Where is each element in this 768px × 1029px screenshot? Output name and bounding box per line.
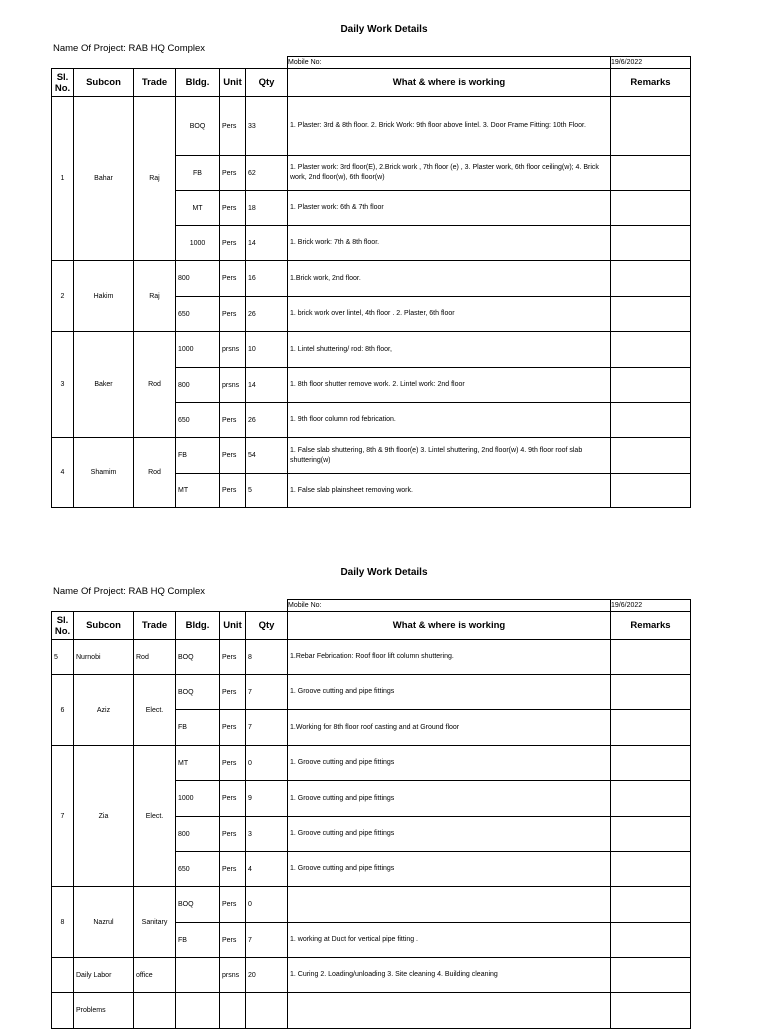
header-row [52,69,691,97]
qty-cell: 18 [246,191,288,226]
unit-cell: prsns [220,958,246,993]
unit-cell: Pers [220,887,246,923]
unit-cell: Pers [220,817,246,852]
remarks-cell [611,887,691,923]
header-unit: Unit [220,612,246,640]
subcon-cell: Bahar [74,97,134,261]
qty-cell: 4 [246,852,288,887]
work-cell [288,887,611,923]
header-sl: Sl. No. [52,69,74,97]
work-cell: 1. Brick work: 7th & 8th floor. [288,226,611,261]
table-row [52,746,691,781]
mobile-label: Mobile No: [288,600,611,612]
header-work: What & where is working [288,69,611,97]
unit-cell: Pers [220,261,246,297]
table-row [52,887,691,923]
sl-cell [52,958,74,993]
unit-cell: Pers [220,297,246,332]
unit-cell: Pers [220,438,246,474]
qty-cell: 54 [246,438,288,474]
qty-cell: 8 [246,640,288,675]
unit-cell: Pers [220,923,246,958]
bldg-cell: MT [176,746,220,781]
remarks-cell [611,852,691,887]
unit-cell [220,993,246,1029]
mobile-label: Mobile No: [288,57,611,69]
work-cell: 1. False slab shuttering, 8th & 9th floor(e) 3. Lintel shuttering, 2nd floor(w) 4. 9th floor roof slab shuttering(w) [288,438,611,474]
work-cell: 1. Groove cutting and pipe fittings [288,781,611,817]
unit-cell: Pers [220,746,246,781]
work-cell: 1. Groove cutting and pipe fittings [288,746,611,781]
sl-cell: 6 [52,675,74,746]
qty-cell: 7 [246,675,288,710]
subcon-cell: Shamim [74,438,134,508]
mobile-row [52,57,691,69]
subcon-cell: Aziz [74,675,134,746]
trade-cell: Raj [134,97,176,261]
subcon-cell: Daily Labor [74,958,134,993]
bldg-cell: MT [176,191,220,226]
header-subcon: Subcon [74,612,134,640]
header-work: What & where is working [288,612,611,640]
work-cell: 1.Working for 8th floor roof casting and at Ground floor [288,710,611,746]
work-cell: 1. Groove cutting and pipe fittings [288,852,611,887]
qty-cell: 7 [246,710,288,746]
work-cell: 1. 8th floor shutter remove work. 2. Lintel work: 2nd floor [288,368,611,403]
remarks-cell [611,675,691,710]
sl-cell: 1 [52,97,74,261]
header-bldg: Bldg. [176,69,220,97]
sl-cell: 5 [52,640,74,675]
bldg-cell: 800 [176,817,220,852]
header-row [52,612,691,640]
remarks-cell [611,817,691,852]
work-cell: 1. working at Duct for vertical pipe fitting . [288,923,611,958]
bldg-cell: 1000 [176,226,220,261]
unit-cell: Pers [220,675,246,710]
bldg-cell [176,993,220,1029]
bldg-cell: BOQ [176,640,220,675]
work-table-2 [51,599,691,1029]
remarks-cell [611,958,691,993]
trade-cell: Elect. [134,746,176,887]
trade-cell: Rod [134,332,176,438]
title-2: Daily Work Details [340,567,428,578]
remarks-cell [611,332,691,368]
sl-cell: 4 [52,438,74,508]
unit-cell: Pers [220,640,246,675]
work-cell: 1. False slab plainsheet removing work. [288,474,611,508]
bldg-cell: BOQ [176,97,220,156]
bldg-cell: FB [176,156,220,191]
sl-cell: 7 [52,746,74,887]
unit-cell: prsns [220,368,246,403]
header-qty: Qty [246,612,288,640]
table-row [52,438,691,474]
sl-cell: 2 [52,261,74,332]
header-trade: Trade [134,612,176,640]
bldg-cell: BOQ [176,887,220,923]
table-row [52,261,691,297]
bldg-cell: FB [176,923,220,958]
title-1: Daily Work Details [340,24,428,35]
work-cell: 1.Rebar Febrication: Roof floor lift column shuttering. [288,640,611,675]
subcon-cell: Hakim [74,261,134,332]
qty-cell: 62 [246,156,288,191]
unit-cell: Pers [220,710,246,746]
table-row [52,332,691,368]
qty-cell: 9 [246,781,288,817]
unit-cell: prsns [220,332,246,368]
qty-cell: 7 [246,923,288,958]
remarks-cell [611,746,691,781]
qty-cell: 10 [246,332,288,368]
table-row [52,640,691,675]
subcon-cell: Problems [74,993,134,1029]
bldg-cell: FB [176,710,220,746]
trade-cell: Raj [134,261,176,332]
work-cell: 1. 9th floor column rod febrication. [288,403,611,438]
unit-cell: Pers [220,226,246,261]
project-name-1: Name Of Project: RAB HQ Complex [53,43,206,54]
remarks-cell [611,297,691,332]
qty-cell [246,993,288,1029]
trade-cell: Elect. [134,675,176,746]
work-cell: 1. Groove cutting and pipe fittings [288,817,611,852]
subcon-cell: Baker [74,332,134,438]
sl-cell: 3 [52,332,74,438]
qty-cell: 5 [246,474,288,508]
project-name-2: Name Of Project: RAB HQ Complex [53,586,206,597]
remarks-cell [611,156,691,191]
header-unit: Unit [220,69,246,97]
header-remarks: Remarks [611,69,691,97]
unit-cell: Pers [220,156,246,191]
work-cell: 1. brick work over lintel, 4th floor . 2. Plaster, 6th floor [288,297,611,332]
subcon-cell: Nazrul [74,887,134,958]
qty-cell: 20 [246,958,288,993]
work-table-1 [51,56,691,508]
work-cell: 1. Lintel shuttering/ rod: 8th floor, [288,332,611,368]
date: 19/6/2022 [611,600,691,612]
remarks-cell [611,710,691,746]
bldg-cell: 650 [176,297,220,332]
bldg-cell: 650 [176,403,220,438]
bldg-cell: 1000 [176,332,220,368]
remarks-cell [611,261,691,297]
qty-cell: 26 [246,297,288,332]
mobile-row [52,600,691,612]
remarks-cell [611,438,691,474]
unit-cell: Pers [220,474,246,508]
trade-cell [134,993,176,1029]
table-row [52,97,691,156]
bldg-cell: 1000 [176,781,220,817]
remarks-cell [611,474,691,508]
unit-cell: Pers [220,97,246,156]
work-cell [288,993,611,1029]
qty-cell: 0 [246,746,288,781]
qty-cell: 3 [246,817,288,852]
header-qty: Qty [246,69,288,97]
header-subcon: Subcon [74,69,134,97]
header-trade: Trade [134,69,176,97]
work-cell: 1. Curing 2. Loading/unloading 3. Site cleaning 4. Building cleaning [288,958,611,993]
remarks-cell [611,640,691,675]
subcon-cell: Nurnobi [74,640,134,675]
qty-cell: 14 [246,226,288,261]
trade-cell: office [134,958,176,993]
bldg-cell: BOQ [176,675,220,710]
bldg-cell [176,958,220,993]
unit-cell: Pers [220,852,246,887]
qty-cell: 26 [246,403,288,438]
table-row [52,993,691,1029]
unit-cell: Pers [220,781,246,817]
remarks-cell [611,97,691,156]
bldg-cell: MT [176,474,220,508]
unit-cell: Pers [220,191,246,226]
unit-cell: Pers [220,403,246,438]
date: 19/6/2022 [611,57,691,69]
qty-cell: 0 [246,887,288,923]
header-sl: Sl. No. [52,612,74,640]
trade-cell: Rod [134,438,176,508]
remarks-cell [611,993,691,1029]
header-remarks: Remarks [611,612,691,640]
remarks-cell [611,923,691,958]
qty-cell: 14 [246,368,288,403]
remarks-cell [611,368,691,403]
subcon-cell: Zia [74,746,134,887]
table-row [52,958,691,993]
remarks-cell [611,403,691,438]
sl-cell: 8 [52,887,74,958]
trade-cell: Rod [134,640,176,675]
bldg-cell: FB [176,438,220,474]
bldg-cell: 800 [176,261,220,297]
work-cell: 1. Plaster work: 6th & 7th floor [288,191,611,226]
qty-cell: 16 [246,261,288,297]
work-cell: 1. Groove cutting and pipe fittings [288,675,611,710]
sl-cell [52,993,74,1029]
header-bldg: Bldg. [176,612,220,640]
trade-cell: Sanitary [134,887,176,958]
table-row [52,675,691,710]
work-cell: 1. Plaster: 3rd & 8th floor. 2. Brick Work: 9th floor above lintel. 3. Door Frame Fitting: 10th Floor. [288,97,611,156]
work-cell: 1.Brick work, 2nd floor. [288,261,611,297]
bldg-cell: 800 [176,368,220,403]
remarks-cell [611,226,691,261]
work-cell: 1. Plaster work: 3rd floor(E), 2.Brick work , 7th floor (e) , 3. Plaster work, 6th floor ceiling(w); 4. Brick work, 2nd floor(w), 6th floor(w) [288,156,611,191]
bldg-cell: 650 [176,852,220,887]
remarks-cell [611,781,691,817]
remarks-cell [611,191,691,226]
qty-cell: 33 [246,97,288,156]
